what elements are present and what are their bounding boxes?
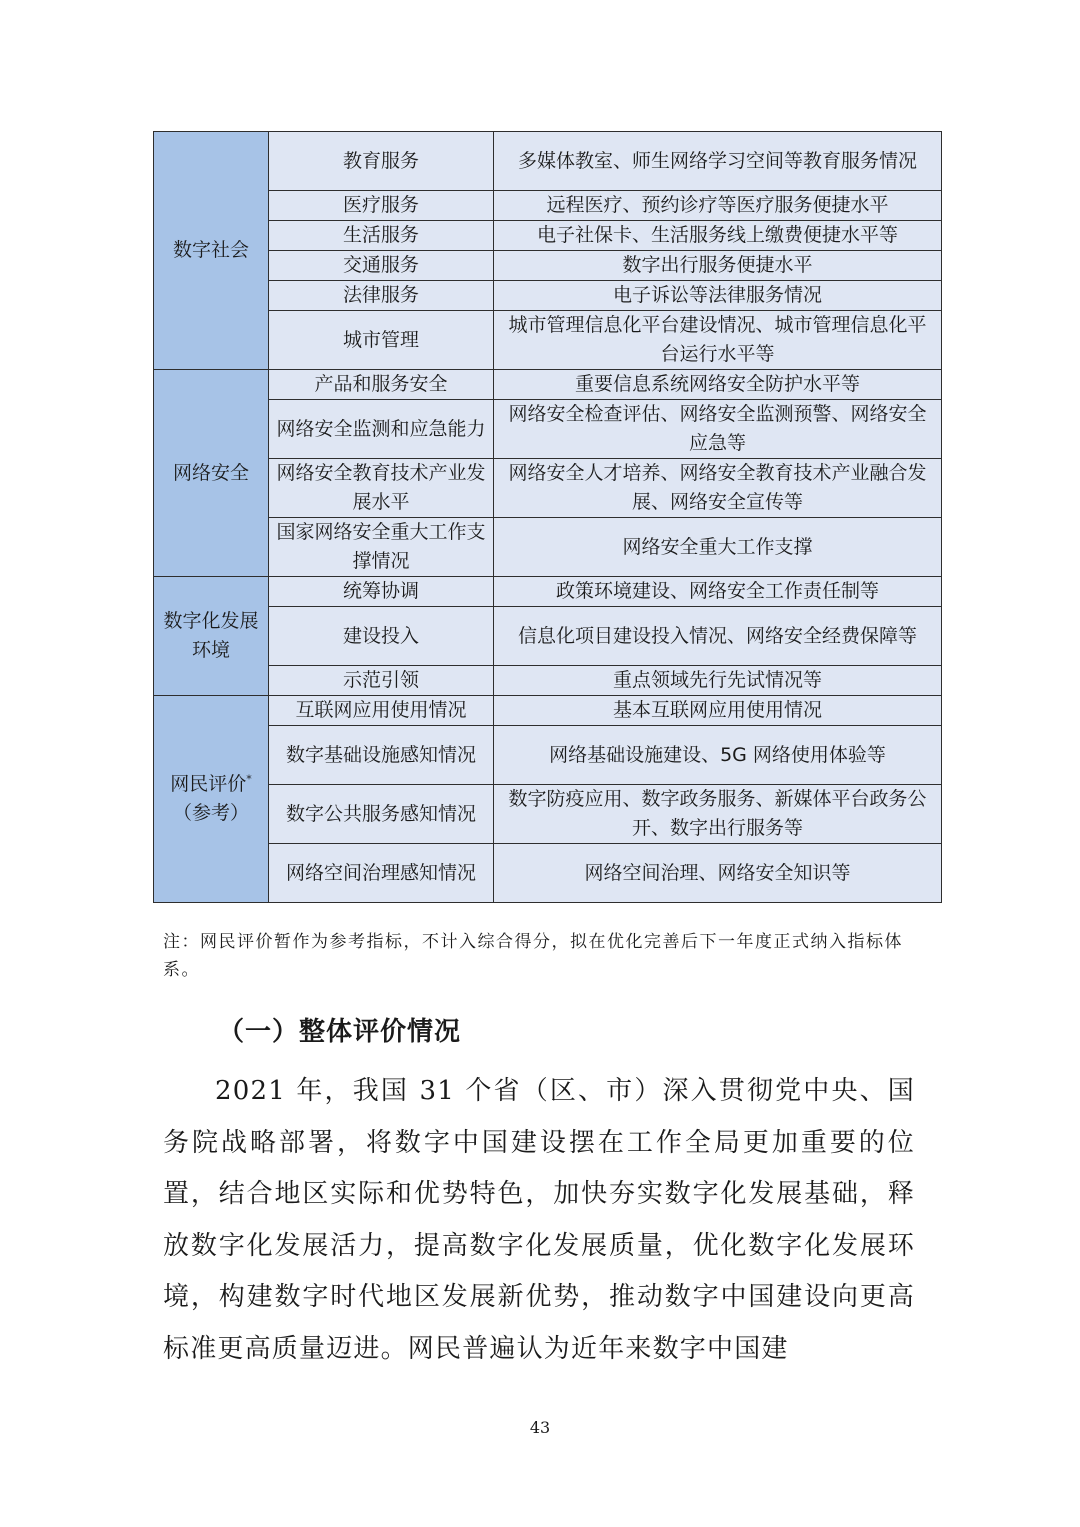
item-cell: 生活服务 [269, 221, 494, 251]
content-cell: 多媒体教室、师生网络学习空间等教育服务情况 [494, 132, 942, 191]
item-cell: 数字公共服务感知情况 [269, 785, 494, 844]
table-row [154, 666, 942, 696]
category-cell [154, 132, 269, 370]
content-cell: 远程医疗、预约诊疗等医疗服务便捷水平 [494, 191, 942, 221]
category-cell [154, 696, 269, 903]
index-table [153, 131, 942, 903]
content-cell: 网络安全检查评估、网络安全监测预警、网络安全应急等 [494, 400, 942, 459]
content-cell: 网络安全人才培养、网络安全教育技术产业融合发展、网络安全宣传等 [494, 459, 942, 518]
content-cell: 网络安全重大工作支撑 [494, 518, 942, 577]
table-row [154, 459, 942, 518]
item-cell: 医疗服务 [269, 191, 494, 221]
page-number: 43 [529, 1418, 551, 1437]
table-row [154, 785, 942, 844]
content-cell: 城市管理信息化平台建设情况、城市管理信息化平台运行水平等 [494, 311, 942, 370]
table-row [154, 191, 942, 221]
content-cell: 重要信息系统网络安全防护水平等 [494, 370, 942, 400]
footnote-mark: * [246, 772, 252, 786]
content-cell: 电子诉讼等法律服务情况 [494, 281, 942, 311]
item-cell: 互联网应用使用情况 [269, 696, 494, 726]
table-row [154, 400, 942, 459]
item-cell: 网络安全教育技术产业发展水平 [269, 459, 494, 518]
category-label: 数字社会 [172, 239, 249, 261]
item-cell: 建设投入 [269, 607, 494, 666]
content-cell: 数字出行服务便捷水平 [494, 251, 942, 281]
table-row [154, 132, 942, 191]
table-row [154, 370, 942, 400]
table-note: 注：网民评价暂作为参考指标，不计入综合得分，拟在优化完善后下一年度正式纳入指标体系。 [163, 932, 903, 980]
content-cell: 电子社保卡、生活服务线上缴费便捷水平等 [494, 221, 942, 251]
table-row [154, 281, 942, 311]
item-cell: 统筹协调 [269, 577, 494, 607]
table-row [154, 696, 942, 726]
category-cell [154, 577, 269, 696]
content-cell: 重点领域先行先试情况等 [494, 666, 942, 696]
item-cell: 法律服务 [269, 281, 494, 311]
content-cell: 信息化项目建设投入情况、网络安全经费保障等 [494, 607, 942, 666]
table-row [154, 251, 942, 281]
content-cell: 基本互联网应用使用情况 [494, 696, 942, 726]
content-cell: 政策环境建设、网络安全工作责任制等 [494, 577, 942, 607]
table-row [154, 311, 942, 370]
item-cell: 交通服务 [269, 251, 494, 281]
table-row [154, 221, 942, 251]
table-row [154, 518, 942, 577]
category-label: 数字化发展环境 [163, 610, 259, 661]
item-cell: 网络安全监测和应急能力 [269, 400, 494, 459]
category-label: 网民评价 [170, 773, 247, 795]
category-sublabel: （参考） [172, 802, 249, 824]
item-cell: 网络空间治理感知情况 [269, 844, 494, 903]
item-cell: 城市管理 [269, 311, 494, 370]
item-cell: 示范引领 [269, 666, 494, 696]
body-paragraph: 2021 年，我国 31 个省（区、市）深入贯彻党中央、国务院战略部署，将数字中国建设摆在工作全局更加重要的位置，结合地区实际和优势特色，加快夯实数字化发展基础，释放数字化发展活力，提高数字化发展质量，优化数字化发展环境，构建数字时代地区发展新优势，推动数字中国建设向更高标准更高质量迈进。网民普遍认为近年来数字中国建 [163, 1076, 915, 1364]
table-row [154, 577, 942, 607]
content-cell: 网络基础设施建设、5G 网络使用体验等 [494, 726, 942, 785]
table-row [154, 844, 942, 903]
category-cell [154, 370, 269, 577]
content-cell: 数字防疫应用、数字政务服务、新媒体平台政务公开、数字出行服务等 [494, 785, 942, 844]
table-row [154, 607, 942, 666]
category-label: 网络安全 [172, 461, 249, 484]
content-cell: 网络空间治理、网络安全知识等 [494, 844, 942, 903]
section-heading: （一）整体评价情况 [218, 1017, 462, 1047]
item-cell: 数字基础设施感知情况 [269, 726, 494, 785]
table-row [154, 726, 942, 785]
item-cell: 教育服务 [269, 132, 494, 191]
item-cell: 产品和服务安全 [269, 370, 494, 400]
item-cell: 国家网络安全重大工作支撑情况 [269, 518, 494, 577]
